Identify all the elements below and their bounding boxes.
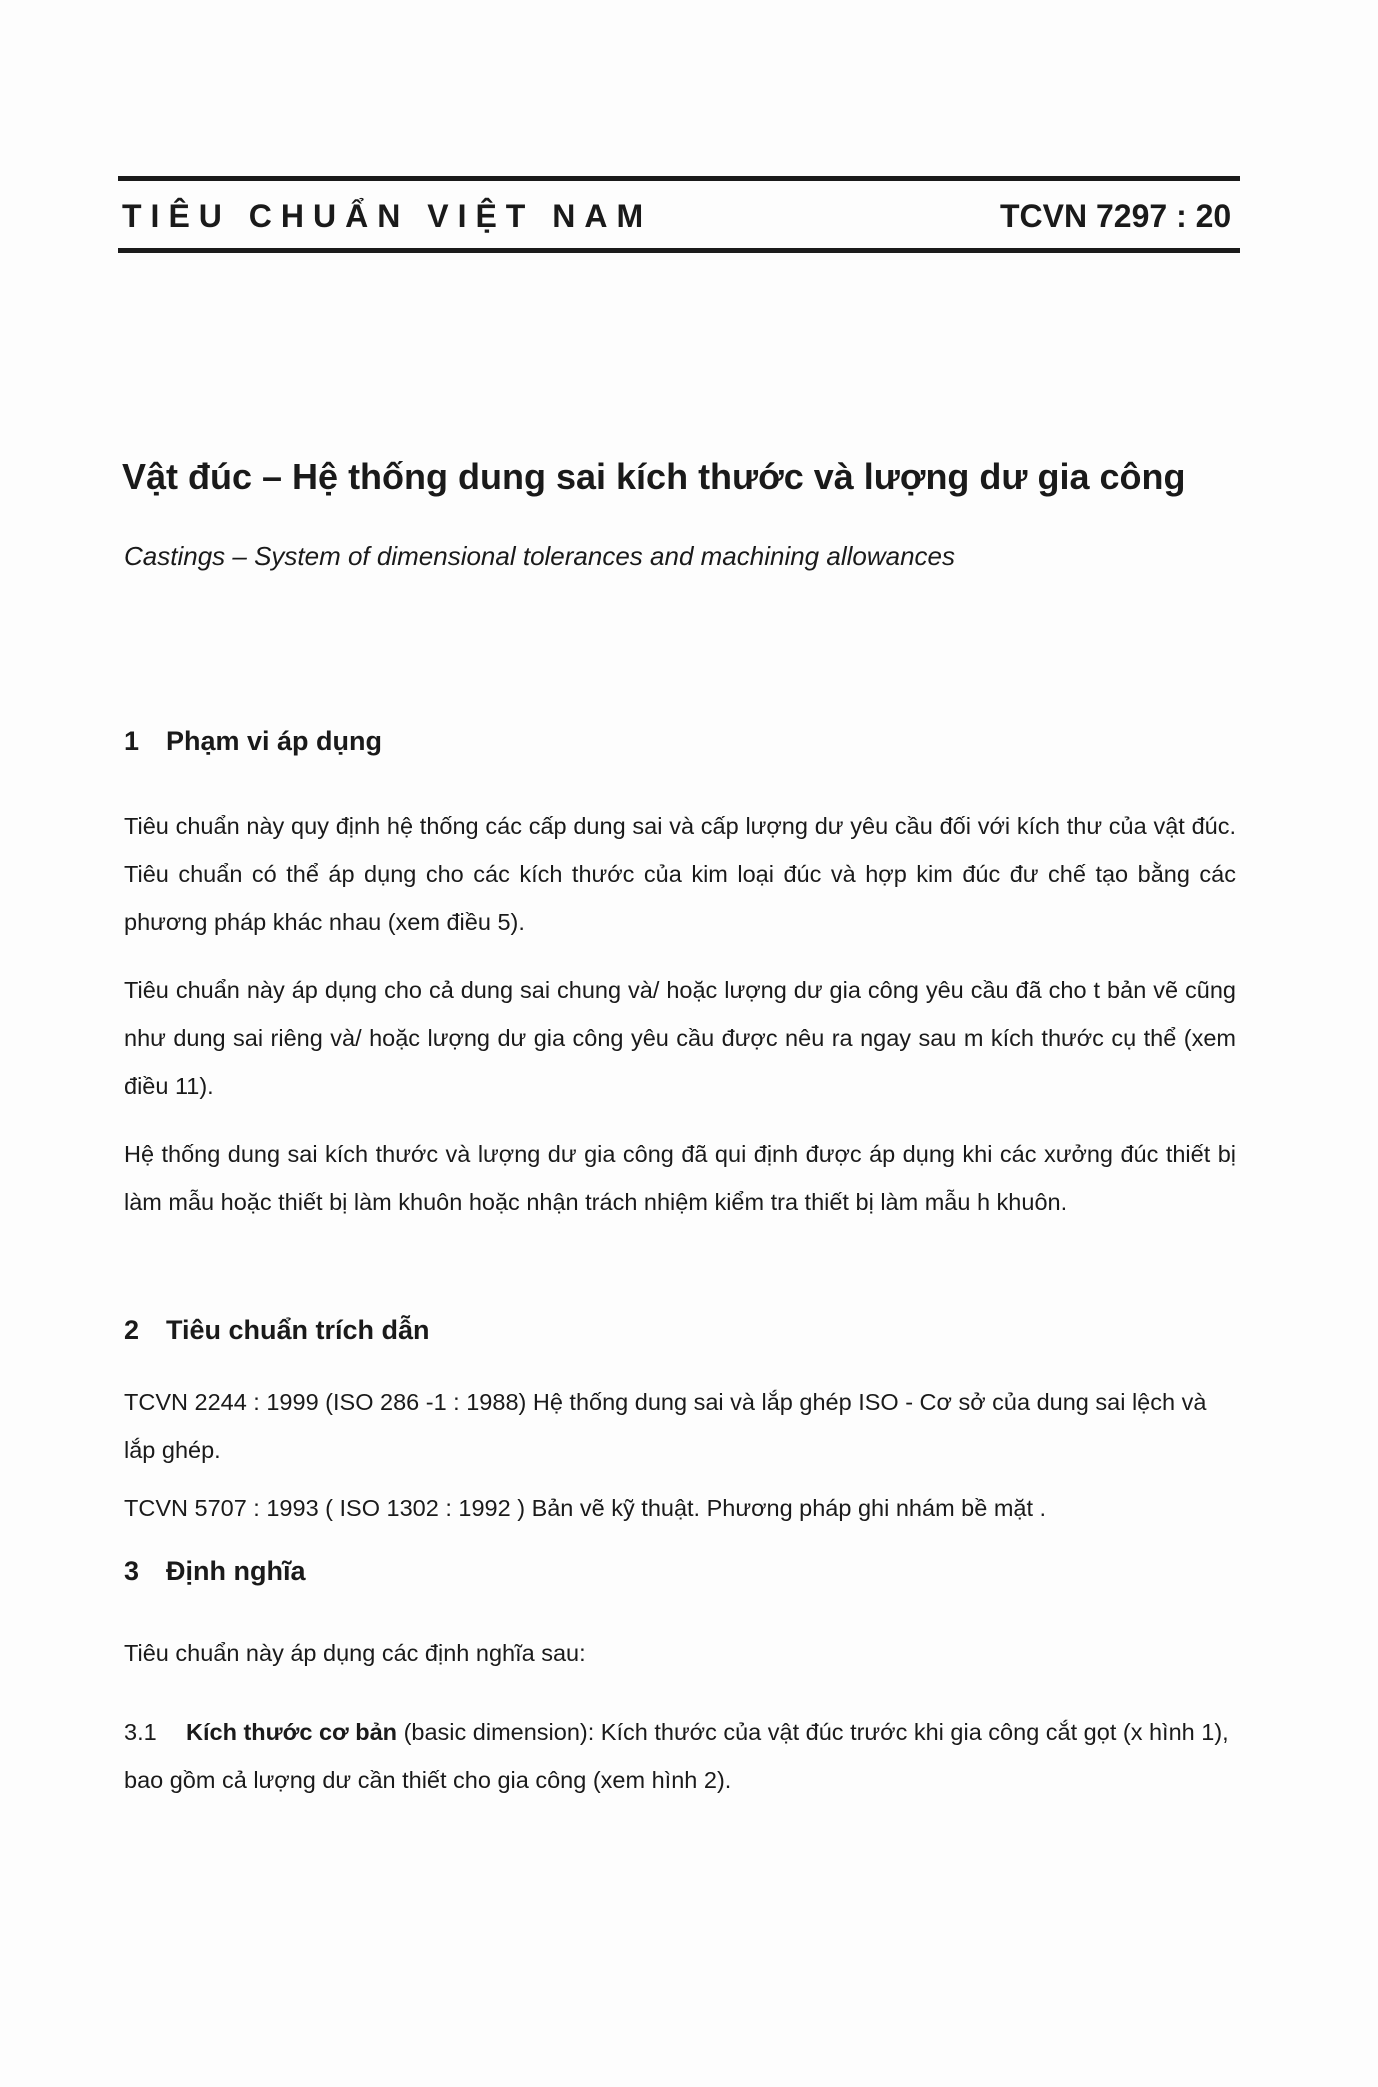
definition-3-1 [124,1708,1236,1804]
section-title: Định nghĩa [166,1556,306,1586]
section-title: Tiêu chuẩn trích dẫn [166,1315,430,1345]
section-2-heading [124,1315,430,1346]
header-top-rule [118,176,1240,181]
definition-term: Kích thước cơ bản [186,1719,398,1745]
document-title: Vật đúc – Hệ thống dung sai kích thước và lượng dư gia công [122,456,1186,497]
definition-text: (basic dimension): Kích thước của vật đúc trước khi gia công cắt gọt (x hình 1), bao gồm cả lượng dư cần thiết cho gia công (xem hình 2). [124,1719,1229,1793]
document-subtitle: Castings – System of dimensional tolerances and machining allowances [124,541,955,571]
header-bottom-rule [118,248,1240,253]
section-number: 2 [124,1315,140,1345]
section-3-intro: Tiêu chuẩn này áp dụng các định nghĩa sau: [124,1640,586,1666]
definition-number: 3.1 [124,1719,157,1745]
section-1-heading [124,726,382,757]
section-number: 1 [124,726,140,756]
section-3-heading [124,1556,305,1587]
standard-series-label: TIÊU CHUẨN VIỆT NAM [122,198,653,234]
reference-item: TCVN 2244 : 1999 (ISO 286 -1 : 1988) Hệ thống dung sai và lắp ghép ISO - Cơ sở của dung sai lệch và lắp ghép. [124,1389,1207,1463]
section-number: 3 [124,1556,140,1586]
section-title: Phạm vi áp dụng [166,726,383,756]
section-1-paragraph-3: Hệ thống dung sai kích thước và lượng dư gia công đã qui định được áp dụng khi các xưởng đúc thiết bị làm mẫu hoặc thiết bị làm khuôn hoặc nhận trách nhiệm kiểm tra thiết bị làm mẫu h khuôn. [124,1141,1236,1215]
section-1-paragraph-1: Tiêu chuẩn này quy định hệ thống các cấp dung sai và cấp lượng dư yêu cầu đối với kích thư của vật đúc. Tiêu chuẩn có thể áp dụng cho các kích thước của kim loại đúc và hợp kim đúc đư chế tạo bằng các phương pháp khác nhau (xem điều 5). [124,813,1236,935]
section-1-paragraph-2: Tiêu chuẩn này áp dụng cho cả dung sai chung và/ hoặc lượng dư gia công yêu cầu đã cho t bản vẽ cũng như dung sai riêng và/ hoặc lượng dư gia công yêu cầu được nêu ra ngay sau m kích thước cụ thể (xem điều 11). [124,977,1236,1099]
reference-item: TCVN 5707 : 1993 ( ISO 1302 : 1992 ) Bản vẽ kỹ thuật. Phương pháp ghi nhám bề mặt . [124,1495,1047,1521]
standard-number: TCVN 7297 : 20 [1000,198,1232,234]
